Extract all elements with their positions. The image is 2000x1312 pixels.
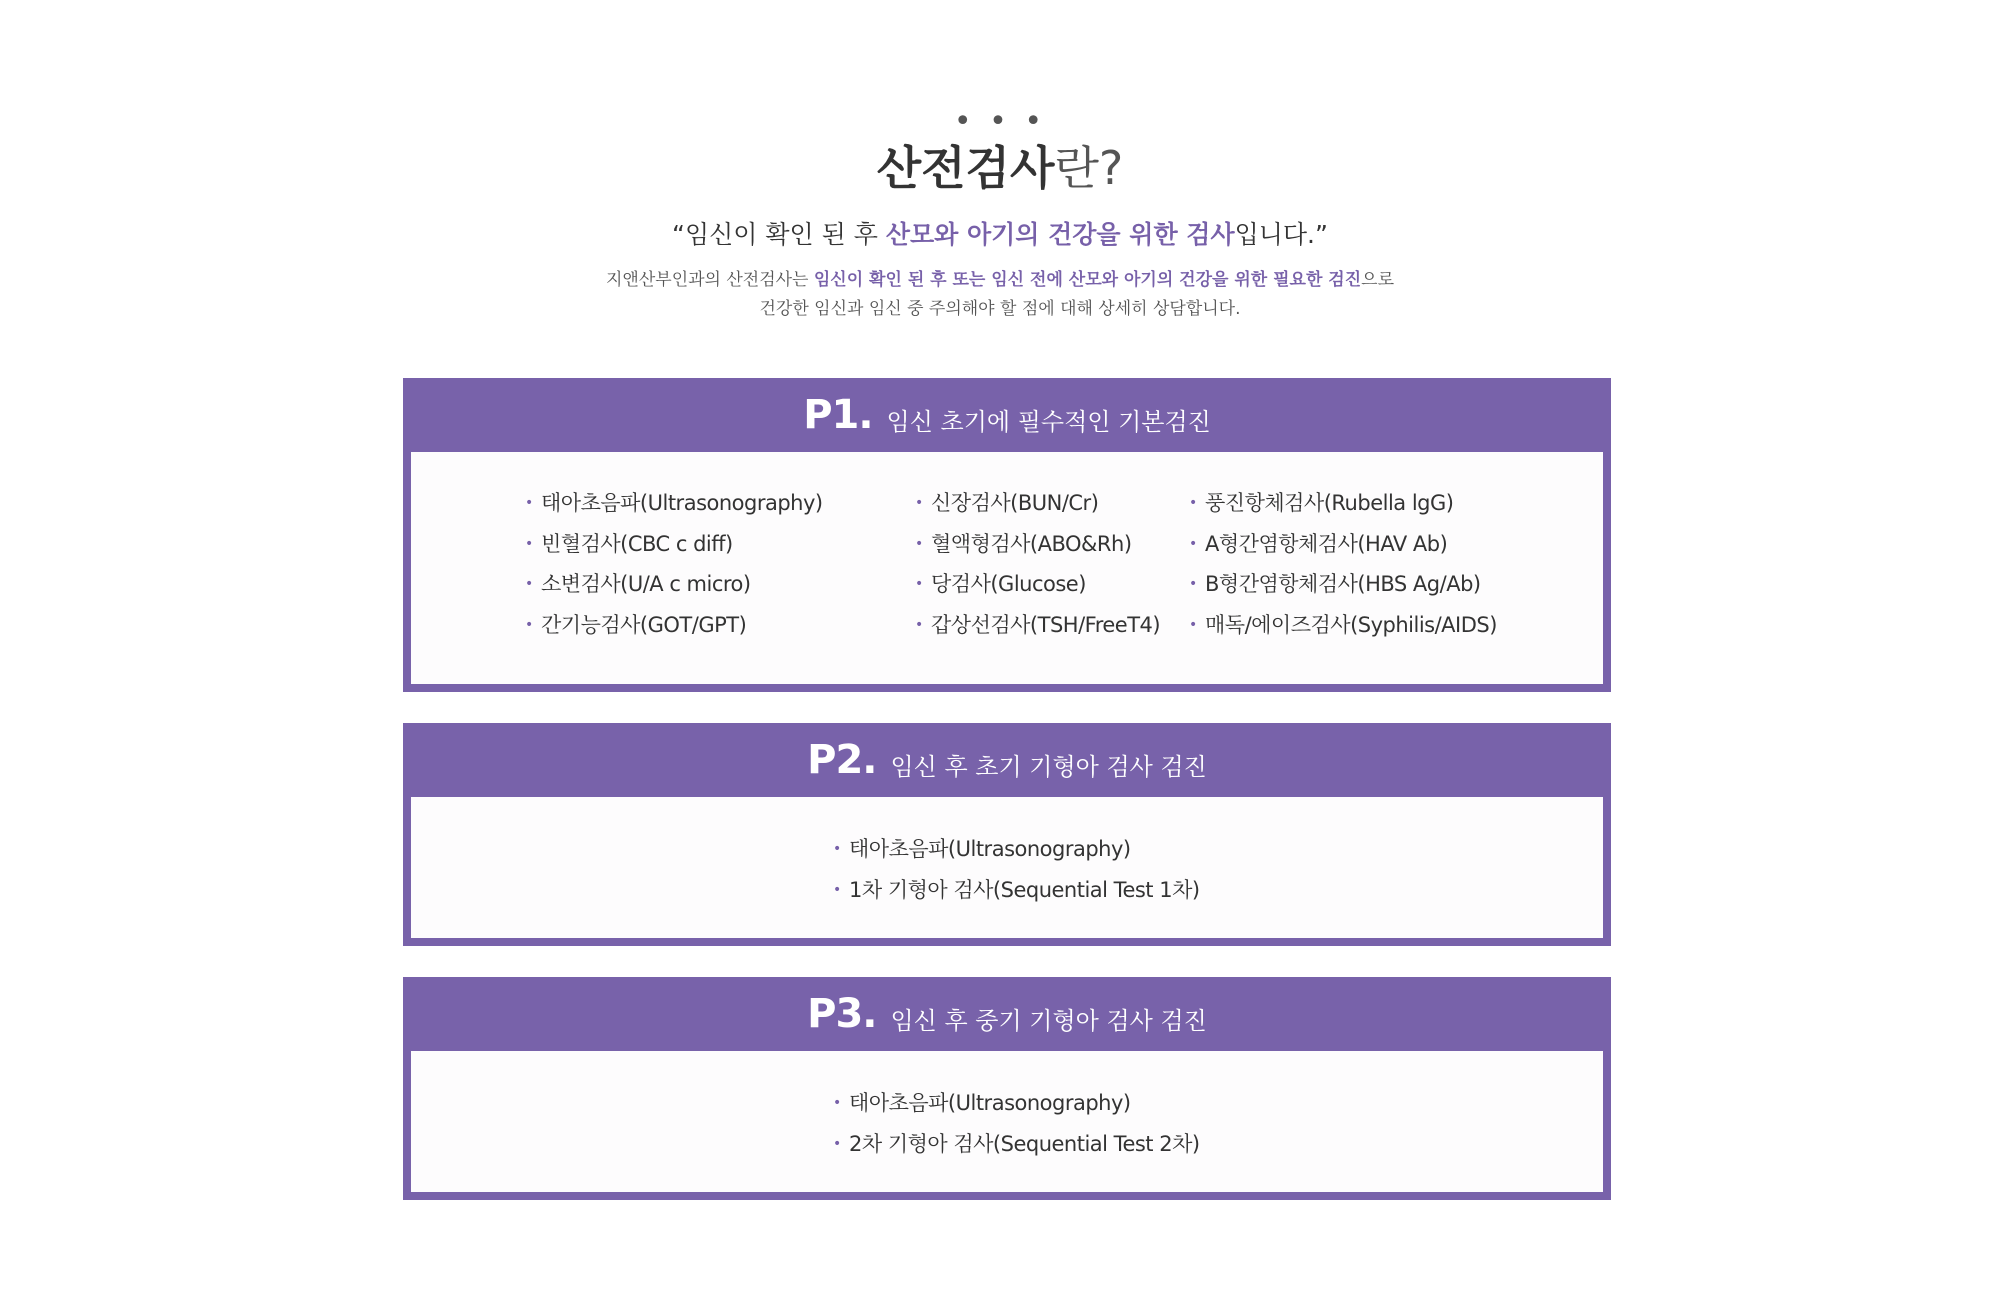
card-code: P2. [807,737,877,783]
list-item [915,564,1160,605]
bullet-icon: • [1189,535,1197,552]
bullet-icon: • [833,1135,841,1152]
bullet-icon: • [525,535,533,552]
bullet-icon: • [915,616,923,633]
list-item-label: 간기능검사(GOT/GPT) [541,612,747,637]
exam-card-p3 [403,977,1611,1200]
list-item-label: A형간염항체검사(HAV Ab) [1205,531,1448,556]
list-item-label: 태아초음파(Ultrasonography) [541,491,823,515]
list-item [1189,564,1497,605]
card-title: 임신 후 초기 기형아 검사 검진 [890,752,1207,781]
list-item [915,524,1160,565]
card-header [411,723,1603,797]
quote-suffix: 입니다.” [1234,220,1328,249]
bullet-icon: • [915,495,923,511]
card-header [411,378,1603,452]
bullet-icon: • [525,495,533,511]
quote-accent: 산모와 아기의 건강을 위한 검사 [885,220,1235,249]
list-item-label: 빈혈검사(CBC c diff) [541,531,733,556]
decorative-dots: • • • [953,104,1047,139]
bullet-icon: • [833,1095,841,1111]
page-title-suffix: 란? [1054,141,1124,195]
exam-list-column-3 [1189,483,1497,645]
bullet-icon: • [915,576,923,592]
bullet-icon: • [915,535,923,552]
exam-list-column-2 [915,483,1160,645]
quote-line [0,218,2000,252]
exam-card-p1 [403,378,1611,692]
list-item-label: B형간염항체검사(HBS Ag/Ab) [1205,572,1481,596]
card-title: 임신 후 중기 기형아 검사 검진 [890,1006,1207,1035]
list-item [915,605,1160,646]
list-item-label: 2차 기형아 검사(Sequential Test 2차) [849,1131,1200,1156]
list-item-label: 태아초음파(Ultrasonography) [849,1091,1131,1115]
exam-list [833,829,1200,910]
list-item [1189,605,1497,646]
bullet-icon: • [525,576,533,592]
list-item [833,870,1200,911]
bullet-icon: • [1189,495,1197,511]
bullet-icon: • [833,841,841,857]
bullet-icon: • [833,881,841,898]
bullet-icon: • [1189,616,1197,633]
page-title [0,138,2000,198]
quote-prefix: “임신이 확인 된 후 [672,220,886,249]
card-header [411,977,1603,1051]
list-item-label: 소변검사(U/A c micro) [541,572,751,596]
exam-list [833,1083,1200,1164]
exam-card-p2 [403,723,1611,946]
list-item [833,829,1200,870]
list-item-label: 풍진항체검사(Rubella lgG) [1205,491,1454,515]
desc-line1-suffix: 으로 [1361,270,1394,290]
list-item-label: 태아초음파(Ultrasonography) [849,837,1131,861]
list-item [525,483,823,524]
list-item-label: 당검사(Glucose) [931,572,1086,596]
list-item [833,1124,1200,1165]
bullet-icon: • [1189,576,1197,592]
list-item [525,564,823,605]
page-title-bold: 산전검사 [876,141,1055,195]
desc-line1-prefix: 지앤산부인과의 산전검사는 [606,270,814,290]
description [0,266,2000,324]
card-body [411,452,1603,684]
card-code: P3. [807,991,877,1037]
list-item-label: 1차 기형아 검사(Sequential Test 1차) [849,877,1200,902]
list-item [525,605,823,646]
list-item-label: 갑상선검사(TSH/FreeT4) [931,612,1161,637]
card-body [411,1051,1603,1192]
list-item [833,1083,1200,1124]
exam-list-column-1 [525,483,823,645]
description-line-2: 건강한 임신과 임신 중 주의해야 할 점에 대해 상세히 상담합니다. [759,299,1241,319]
list-item-label: 매독/에이즈검사(Syphilis/AIDS) [1205,612,1497,637]
list-item [915,483,1160,524]
desc-line1-accent: 임신이 확인 된 후 또는 임신 전에 산모와 아기의 건강을 위한 필요한 검진 [813,270,1362,290]
card-code: P1. [803,392,873,438]
list-item-label: 혈액형검사(ABO&Rh) [931,531,1132,556]
list-item-label: 신장검사(BUN/Cr) [931,491,1099,515]
bullet-icon: • [525,616,533,633]
list-item [1189,483,1497,524]
card-title: 임신 초기에 필수적인 기본검진 [886,407,1211,436]
card-body [411,797,1603,938]
description-line-1 [0,266,2000,295]
list-item [1189,524,1497,565]
list-item [525,524,823,565]
